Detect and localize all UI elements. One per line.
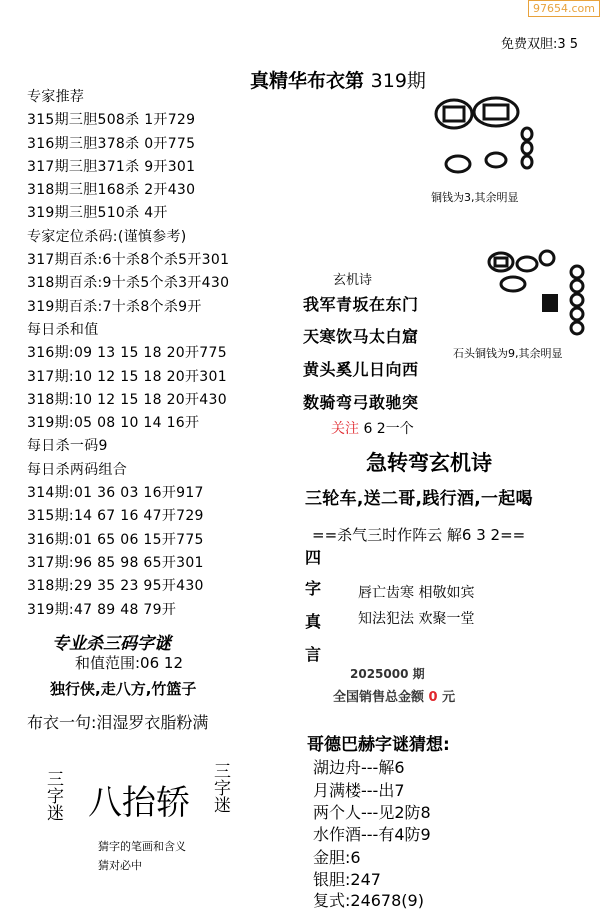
- hint-line-1: 猜字的笔画和含义: [98, 840, 186, 853]
- list-item: 314期:01 36 03 16开917: [27, 485, 204, 502]
- big-riddle-word: 八抬轿: [88, 783, 190, 823]
- list-item: 专家定位杀码:(谨慎参考): [27, 228, 187, 245]
- sizi-char: 言: [305, 645, 322, 664]
- shaqi-line: ==杀气三时作阵云 解6 3 2==: [312, 526, 526, 544]
- sanzimi-left: 三字迷: [43, 770, 63, 821]
- guess-line: 两个人---见2防8: [313, 803, 431, 822]
- riddle-title: 专业杀三码字谜: [52, 634, 171, 654]
- left-column: [27, 86, 229, 622]
- page-title: [250, 66, 426, 93]
- poem-title: 玄机诗: [333, 273, 373, 288]
- sales-value: 0: [428, 690, 438, 705]
- list-item: 317期:96 85 98 65开301: [27, 554, 204, 571]
- list-item: 每日杀一码9: [27, 438, 108, 455]
- sizi-char: 四: [305, 548, 322, 567]
- focus-note: [331, 418, 414, 438]
- list-item: 317期百杀:6十杀8个杀5开301: [27, 252, 230, 269]
- list-item: 316期:01 65 06 15开775: [27, 531, 204, 548]
- sales-unit: 元: [442, 690, 456, 705]
- sizi-row-2: 知法犯法 欢聚一堂: [358, 611, 475, 627]
- list-item: 318期:29 35 23 95开430: [27, 578, 204, 595]
- list-item: 319期:05 08 10 14 16开: [27, 415, 200, 432]
- coin-picture-2: [485, 246, 595, 341]
- list-item: 每日杀和值: [27, 321, 99, 338]
- jzw-title: 急转弯玄机诗: [366, 451, 492, 475]
- poem-line: 黄头奚儿日向西: [303, 360, 419, 379]
- list-item: 319期三胆510杀 4开: [27, 205, 168, 222]
- guess-line: 月满楼---出7: [313, 781, 405, 800]
- poem-line: 天寒饮马太白窟: [303, 327, 419, 346]
- coin-picture-1: [432, 92, 542, 192]
- guess-line: 复式:24678(9): [313, 891, 424, 910]
- list-item: 319期:47 89 48 79开: [27, 601, 177, 618]
- list-item: 317期:10 12 15 18 20开301: [27, 368, 227, 385]
- buyi-sentence: 布衣一句:泪湿罗衣脂粉满: [27, 713, 209, 732]
- title-main: 真精华布衣第: [250, 70, 365, 92]
- guess-line: 银胆:247: [313, 870, 381, 889]
- focus-text: 6 2一个: [363, 421, 414, 437]
- coin-caption-1: 铜钱为3,其余明显: [431, 191, 519, 204]
- list-item: 专家推荐: [27, 89, 85, 105]
- site-badge: 97654.com: [528, 0, 600, 17]
- list-item: 317期三胆371杀 9开301: [27, 158, 196, 175]
- poem-line: 数骑弯弓敢驰突: [303, 393, 419, 412]
- goldbach-title: 哥德巴赫字谜猜想:: [307, 735, 450, 755]
- list-item: 318期百杀:9十杀5个杀3开430: [27, 275, 230, 292]
- focus-label: 关注: [331, 421, 359, 437]
- sizi-char: 真: [305, 612, 322, 631]
- title-issue: 319期: [370, 70, 426, 92]
- duxing-riddle: 独行侠,走八方,竹篮子: [50, 680, 197, 698]
- coin-caption-2: 石头铜钱为9,其余明显: [453, 347, 563, 360]
- sum-range: 和值范围:06 12: [75, 654, 183, 672]
- guess-line: 金胆:6: [313, 848, 361, 867]
- list-item: 316期:09 13 15 18 20开775: [27, 345, 227, 362]
- guess-line: 水作酒---有4防9: [313, 825, 431, 844]
- list-item: 318期:10 12 15 18 20开430: [27, 391, 227, 408]
- list-item: 315期三胆508杀 1开729: [27, 112, 196, 129]
- list-item: 319期百杀:7十杀8个杀9开: [27, 298, 202, 315]
- sales-total: [333, 686, 455, 705]
- list-item: 318期三胆168杀 2开430: [27, 182, 196, 199]
- sizi-row-1: 唇亡齿寒 相敬如宾: [358, 585, 475, 601]
- list-item: 315期:14 67 16 47开729: [27, 508, 204, 525]
- list-item: 316期三胆378杀 0开775: [27, 135, 196, 152]
- sizi-char: 字: [305, 579, 322, 598]
- free-pick: 免费双胆:3 5: [500, 37, 578, 52]
- hint-line-2: 猜对必中: [98, 859, 142, 872]
- poem-line: 我军青坂在东门: [303, 295, 419, 314]
- guess-line: 湖边舟---解6: [313, 758, 405, 777]
- list-item: 每日杀两码组合: [27, 461, 128, 478]
- sales-label: 全国销售总金额: [333, 690, 425, 705]
- period-label: 2025000 期: [350, 667, 425, 681]
- jzw-line: 三轮车,送二哥,践行酒,一起喝: [305, 489, 533, 509]
- sanzimi-right: 三字迷: [210, 762, 230, 813]
